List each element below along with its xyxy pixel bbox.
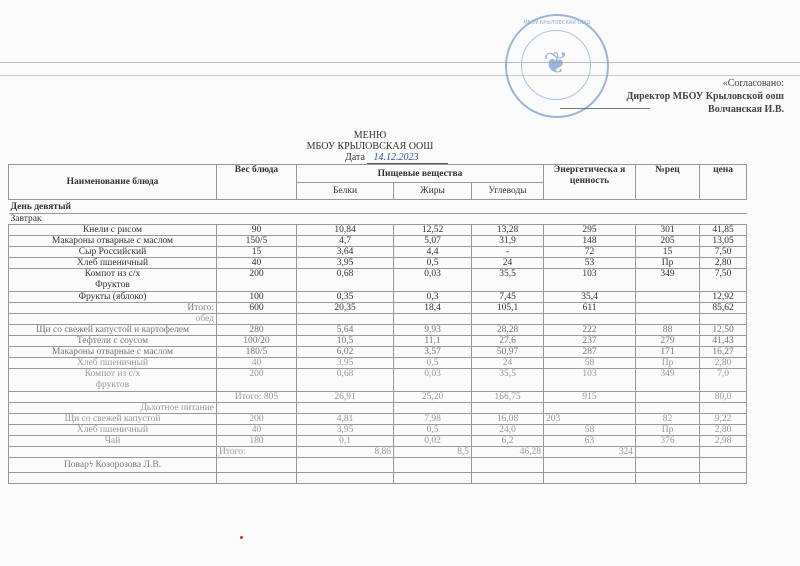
header-energy: Энергетическа я ценность (544, 165, 636, 200)
page-title: МЕНЮ (353, 130, 387, 141)
breakfast-total-row (9, 303, 747, 314)
dish-fat: 3,57 (394, 347, 472, 358)
dish-weight: 180 (217, 436, 297, 447)
dish-name: Тефтели с соусом (9, 336, 217, 347)
total-protein: 20,35 (297, 303, 394, 314)
total-label: Итого: (9, 303, 217, 314)
dish-recipe: Пр (636, 425, 700, 436)
signature-line (560, 108, 650, 109)
day-label: День девятый (9, 200, 747, 214)
dish-recipe: 171 (636, 347, 700, 358)
total-carbs: 166,75 (472, 392, 544, 403)
table-row (9, 436, 747, 447)
dish-protein: 4,7 (297, 236, 394, 247)
header-fat: Жиры (394, 183, 472, 200)
total-carbs: 46,28 (472, 447, 544, 458)
dish-name: Кнели с рисом (9, 225, 217, 236)
dish-price: 16,27 (700, 347, 747, 358)
header-nutrients: Пищевые вещества (297, 165, 544, 183)
total-carbs: 105,1 (472, 303, 544, 314)
dish-carbs: 7,45 (472, 292, 544, 303)
header-recipe: №рец (636, 165, 700, 200)
total-recipe (636, 303, 700, 314)
table-row (9, 325, 747, 336)
date-field (345, 152, 448, 164)
approval-position: Директор МБОУ Крыловской оош (626, 91, 784, 102)
scan-line (0, 62, 800, 63)
dish-fat: 0,03 (394, 269, 472, 292)
dish-price: 2,98 (700, 436, 747, 447)
school-name: МБОУ КРЫЛОВСКАЯ ООШ (306, 141, 434, 152)
dish-energy: 53 (544, 258, 636, 269)
dish-energy: 203 (544, 414, 636, 425)
dish-energy: 103 (544, 369, 636, 392)
dish-price: 7,50 (700, 269, 747, 292)
dish-protein: 5,64 (297, 325, 394, 336)
dish-recipe: 205 (636, 236, 700, 247)
total-protein: 8,86 (297, 447, 394, 458)
dish-carbs: 35,5 (472, 369, 544, 392)
dish-price: 2,80 (700, 425, 747, 436)
dish-carbs: 13,28 (472, 225, 544, 236)
header-carbs: Углеводы (472, 183, 544, 200)
dish-name: Щи со свежей капустой (9, 414, 217, 425)
dish-recipe: 15 (636, 247, 700, 258)
breakfast-label: Завтрак (9, 214, 747, 225)
dish-weight: 40 (217, 358, 297, 369)
dish-recipe: 349 (636, 369, 700, 392)
signature-mark-icon: ϟ (88, 460, 94, 470)
dish-name: Хлеб пшеничный (9, 258, 217, 269)
table-row (9, 258, 747, 269)
dish-fat: 0,5 (394, 258, 472, 269)
table-row (9, 269, 747, 292)
total-label: Итого: (217, 447, 297, 458)
dish-weight: 100/20 (217, 336, 297, 347)
dish-protein: 4,81 (297, 414, 394, 425)
dish-name: Хлеб пшеничный (9, 425, 217, 436)
dish-fat: 0,02 (394, 436, 472, 447)
dish-recipe: 88 (636, 325, 700, 336)
cook-name: Козорозова Л.В. (95, 460, 162, 470)
official-stamp (505, 14, 609, 118)
dish-recipe: 279 (636, 336, 700, 347)
dish-weight: 15 (217, 247, 297, 258)
dish-energy: 35,4 (544, 292, 636, 303)
dish-name: Макароны отварные с маслом (9, 236, 217, 247)
dish-recipe (636, 292, 700, 303)
dish-carbs: 24,0 (472, 425, 544, 436)
total-recipe (636, 392, 700, 403)
dish-protein: 10,84 (297, 225, 394, 236)
dish-energy: 72 (544, 247, 636, 258)
dish-energy: 287 (544, 347, 636, 358)
total-price: 85,62 (700, 303, 747, 314)
dish-price: 12,50 (700, 325, 747, 336)
dish-recipe: 376 (636, 436, 700, 447)
table-row (9, 358, 747, 369)
dish-weight: 200 (217, 269, 297, 292)
total-fat: 18,4 (394, 303, 472, 314)
header-name: Наименование блюда (9, 165, 217, 200)
dish-carbs: - (472, 247, 544, 258)
total-price: 80,0 (700, 392, 747, 403)
dish-name-line2: фруктов (95, 380, 130, 390)
lunch-section-row (9, 314, 747, 325)
cook-label: Повар (63, 460, 89, 470)
dish-name (9, 269, 217, 292)
empty-row (9, 473, 747, 484)
total-energy: 915 (544, 392, 636, 403)
table-row (9, 425, 747, 436)
snack-section-row (9, 403, 747, 414)
dish-name: Чай (9, 436, 217, 447)
total-fat: 8,5 (394, 447, 472, 458)
dish-carbs: 28,28 (472, 325, 544, 336)
lunch-total-row (9, 392, 747, 403)
dish-protein: 3,64 (297, 247, 394, 258)
dish-energy: 148 (544, 236, 636, 247)
dish-name: Сыр Российский (9, 247, 217, 258)
snack-total-row (9, 447, 747, 458)
header-weight: Вес блюда (217, 165, 297, 200)
dish-carbs: 24 (472, 258, 544, 269)
dish-fat: 12,52 (394, 225, 472, 236)
dish-fat: 0,3 (394, 292, 472, 303)
table-row (9, 347, 747, 358)
date-value: 14.12.2023 (367, 152, 448, 164)
header-price: цена (700, 165, 747, 200)
total-protein: 26,91 (297, 392, 394, 403)
dish-energy: 103 (544, 269, 636, 292)
dish-carbs: 24 (472, 358, 544, 369)
eagle-emblem-icon: ❦ (543, 47, 569, 80)
dish-name: Макароны отварные с маслом (9, 347, 217, 358)
approval-heading: «Согласовано: (722, 78, 784, 89)
date-label: Дата (345, 152, 365, 163)
dish-name-line2: Фруктов (95, 280, 130, 290)
header-protein: Белки (297, 183, 394, 200)
dish-energy: 295 (544, 225, 636, 236)
dish-fat: 9,93 (394, 325, 472, 336)
dish-weight: 200 (217, 369, 297, 392)
cook-signature (9, 458, 217, 473)
dish-name-line1: Компот из с/х (84, 369, 141, 379)
approval-block (626, 77, 784, 116)
ink-dot (240, 536, 243, 539)
table-row (9, 336, 747, 347)
dish-weight: 150/5 (217, 236, 297, 247)
dish-price: 2,80 (700, 258, 747, 269)
total-weight: 600 (217, 303, 297, 314)
dish-fat: 5,07 (394, 236, 472, 247)
total-label: Итого: 805 (217, 392, 297, 403)
dish-price: 41,85 (700, 225, 747, 236)
dish-price: 7,50 (700, 247, 747, 258)
menu-table (8, 164, 747, 484)
dish-protein: 3,95 (297, 258, 394, 269)
dish-fat: 0,5 (394, 358, 472, 369)
dish-protein: 0,35 (297, 292, 394, 303)
dish-price: 13,05 (700, 236, 747, 247)
total-energy: 611 (544, 303, 636, 314)
dish-recipe: Пр (636, 358, 700, 369)
cook-row (9, 458, 747, 473)
dish-protein: 0,68 (297, 269, 394, 292)
dish-price: 9,22 (700, 414, 747, 425)
dish-carbs: 35,5 (472, 269, 544, 292)
dish-price: 41,43 (700, 336, 747, 347)
dish-protein: 3,95 (297, 358, 394, 369)
dish-fat: 0,5 (394, 425, 472, 436)
dish-fat: 7,98 (394, 414, 472, 425)
scan-line (0, 75, 800, 76)
dish-name-line1: Компот из с/х (84, 269, 141, 279)
table-row (9, 414, 747, 425)
dish-carbs: 27,6 (472, 336, 544, 347)
dish-name: Щи со свежей капустой и картофелем (9, 325, 217, 336)
total-energy: 324 (544, 447, 636, 458)
dish-carbs: 31,9 (472, 236, 544, 247)
stamp-text: МБОУ КРЫЛОВСКАЯ ООШ (523, 20, 591, 26)
dish-weight: 90 (217, 225, 297, 236)
dish-protein: 0,68 (297, 369, 394, 392)
dish-weight: 40 (217, 425, 297, 436)
dish-recipe: Пр (636, 258, 700, 269)
dish-name (9, 369, 217, 392)
table-row (9, 236, 747, 247)
table-row (9, 369, 747, 392)
dish-name: Фрукты (яблоко) (9, 292, 217, 303)
dish-weight: 280 (217, 325, 297, 336)
dish-carbs: 16,08 (472, 414, 544, 425)
snack-label: Дьхотное питание (9, 403, 217, 414)
dish-energy: 63 (544, 436, 636, 447)
dish-weight: 200 (217, 414, 297, 425)
approval-name: Волчанская И.В. (708, 104, 784, 115)
dish-protein: 3,95 (297, 425, 394, 436)
dish-recipe: 82 (636, 414, 700, 425)
table-row (9, 292, 747, 303)
dish-energy: 237 (544, 336, 636, 347)
dish-protein: 0,1 (297, 436, 394, 447)
dish-name: Хлеб пшеничный (9, 358, 217, 369)
dish-weight: 100 (217, 292, 297, 303)
dish-weight: 180/5 (217, 347, 297, 358)
dish-fat: 0,03 (394, 369, 472, 392)
dish-fat: 11,1 (394, 336, 472, 347)
dish-price: 2,80 (700, 358, 747, 369)
dish-energy: 58 (544, 425, 636, 436)
lunch-label: обед (9, 314, 217, 325)
total-empty (9, 392, 217, 403)
dish-protein: 6,02 (297, 347, 394, 358)
total-empty (9, 447, 217, 458)
total-fat: 25,20 (394, 392, 472, 403)
table-row (9, 247, 747, 258)
dish-energy: 222 (544, 325, 636, 336)
dish-price: 12,92 (700, 292, 747, 303)
dish-fat: 4,4 (394, 247, 472, 258)
dish-carbs: 6,2 (472, 436, 544, 447)
dish-carbs: 50,97 (472, 347, 544, 358)
dish-energy: 58 (544, 358, 636, 369)
dish-weight: 40 (217, 258, 297, 269)
dish-recipe: 349 (636, 269, 700, 292)
dish-price: 7,0 (700, 369, 747, 392)
dish-recipe: 301 (636, 225, 700, 236)
dish-protein: 10,5 (297, 336, 394, 347)
table-row (9, 225, 747, 236)
